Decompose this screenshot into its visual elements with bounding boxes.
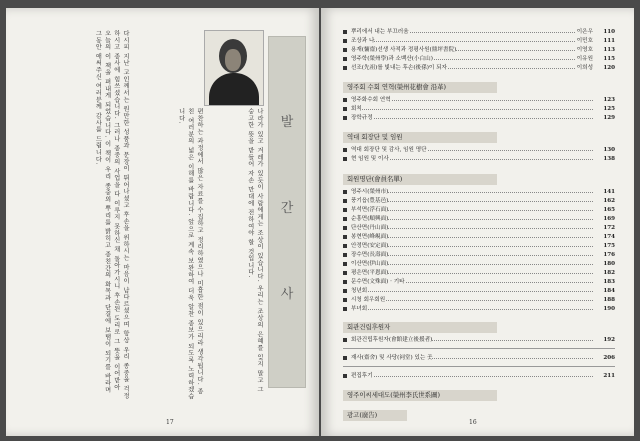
title-char-3: 사 — [280, 287, 294, 302]
bullet-icon — [343, 298, 347, 302]
bullet-icon — [343, 262, 347, 266]
bullet-icon — [343, 289, 347, 293]
bullet-icon — [343, 244, 347, 248]
bullet-icon — [343, 190, 347, 194]
toc-item: 시청 회우회원 188 — [343, 296, 615, 304]
bullet-icon — [343, 356, 347, 360]
foreword-text-column-c: 나라가 있고 겨레가 있듯이 사람에게는 조상이 있습니다. 우리는 조상의 은혜를 잊지 말고 그 숭고한 뜻을 받들어 자손 만대에 전하여야 할 것입니다. — [246, 108, 263, 393]
toc-item: 현 임원 및 이사 138 — [343, 155, 615, 163]
toc-item: 단산면(丹山面) 172 — [343, 224, 615, 232]
toc-item: 역대 회장단 및 감사, 임원 명단 130 — [343, 146, 615, 154]
right-page — [321, 8, 634, 436]
bullet-icon — [343, 374, 347, 378]
toc-item: 재사(齋舍) 및 사당(祠堂) 있는 곳 206 — [343, 354, 615, 362]
foreword-title-panel — [268, 36, 306, 388]
portrait-face — [219, 39, 247, 73]
bullet-icon — [343, 39, 347, 43]
section-heading-sponsors: 회관건립후원자 — [343, 322, 497, 333]
bullet-icon — [343, 66, 347, 70]
bullet-icon — [343, 98, 347, 102]
toc-item: 영주화수회 연혁 123 — [343, 96, 615, 104]
bullet-icon — [343, 116, 347, 120]
toc-item: 부석면(浮石面) 165 — [343, 206, 615, 214]
bullet-icon — [343, 199, 347, 203]
toc-item: 봉현면(峰峴面) 174 — [343, 233, 615, 241]
bullet-icon — [343, 57, 347, 61]
toc-item: 영주학(榮州學)과 소백산(小白山) 이유원 115 — [343, 55, 615, 63]
bullet-icon — [343, 107, 347, 111]
foreword-text-column-a: 다시피 지난 고인께서는 원만한 성품과 문장이 뛰어나셨고 후손을 위하시는 마음이 남다르셨으며 항상 우리 종중을 걱정하시고 종사에 힘쓰셨습니다. 그러나 종중의 사업을 다 이루지 못하신 채 돌아가시니 후손된 도리로 그 뜻을 이어받아 오늘의 이 책을 펴내게 되었습니다. 이 책이 우리 종중의 뿌리를 밝히고 종친간의 화목과 단결에 보탬이 되기를 바라며 그동안 애써주신 여러분께 감사를 드립니다. — [94, 30, 129, 400]
section-heading-genealogy: 영주이씨세대도(榮州李氏世系圖) — [343, 390, 497, 401]
toc-item: 편집후기 211 — [343, 372, 615, 380]
section-divider — [343, 348, 615, 349]
bullet-icon — [343, 208, 347, 212]
book-spread — [6, 8, 634, 436]
bullet-icon — [343, 253, 347, 257]
bullet-icon — [343, 235, 347, 239]
toc-item: 부녀회 190 — [343, 305, 615, 313]
bullet-icon — [343, 30, 347, 34]
author-portrait — [204, 30, 264, 106]
left-page — [6, 8, 319, 436]
bullet-icon — [343, 226, 347, 230]
title-char-1: 발 — [280, 115, 294, 130]
left-page-number: 17 — [166, 419, 174, 426]
toc-item: 뿌리에서 내는 부끄러움 이은우 110 — [343, 28, 615, 36]
section-heading-ads: 광고(廣告) — [343, 410, 407, 421]
toc-item: 장수면(長壽面) 176 — [343, 251, 615, 259]
foreword-text-column-b: 편찬하는 과정에서 많은 자료를 수집하고 정리하였으나 미흡한 점이 있으리라 생각됩니다. 종친 여러분의 넓은 이해를 바랍니다. 앞으로 계속 보완하여 더욱 알찬 종보가 되도록 노력하겠습니다. — [177, 108, 203, 400]
toc-item: 용재(慵齋)선생 사적과 정평사원(鼎坪書院) 이영호 113 — [343, 46, 615, 54]
bullet-icon — [343, 271, 347, 275]
toc-item: 풍기읍(豊基邑) 162 — [343, 197, 615, 205]
toc-item: 순흥면(順興面) 169 — [343, 215, 615, 223]
bullet-icon — [343, 307, 347, 311]
bullet-icon — [343, 217, 347, 221]
section-divider — [343, 366, 615, 367]
bullet-icon — [343, 338, 347, 342]
section-heading-association: 영주회 수회 연혁(榮州花樹會 沿革) — [343, 82, 497, 93]
toc-item: 선조(先祖)를 빛내는 후손(後孫)이 되자 이희성 120 — [343, 64, 615, 72]
toc-item: 영주시(榮州市) 141 — [343, 188, 615, 196]
bullet-icon — [343, 157, 347, 161]
title-char-2: 간 — [280, 201, 294, 216]
toc-item: 청년회 184 — [343, 287, 615, 295]
toc-item: 평은면(平恩面) 182 — [343, 269, 615, 277]
section-heading-officers: 역대 회장단 및 임원 — [343, 132, 497, 143]
section-heading-members: 회원명단(會員名單) — [343, 174, 497, 185]
portrait-body — [209, 73, 259, 105]
bullet-icon — [343, 148, 347, 152]
toc-item: 조상과 나 이민호 111 — [343, 37, 615, 45]
bullet-icon — [343, 280, 347, 284]
toc-item: 이산면(伊山面) 180 — [343, 260, 615, 268]
toc-item: 장학규정 129 — [343, 114, 615, 122]
right-page-number: 16 — [469, 419, 477, 426]
toc-item: 회칙 125 — [343, 105, 615, 113]
bullet-icon — [343, 48, 347, 52]
toc-item: 안정면(安定面) 175 — [343, 242, 615, 250]
toc-item: 회관건립후원자(會館建立後援者) 192 — [343, 336, 615, 344]
toc-item: 문수면(文殊面) · 기타 183 — [343, 278, 615, 286]
